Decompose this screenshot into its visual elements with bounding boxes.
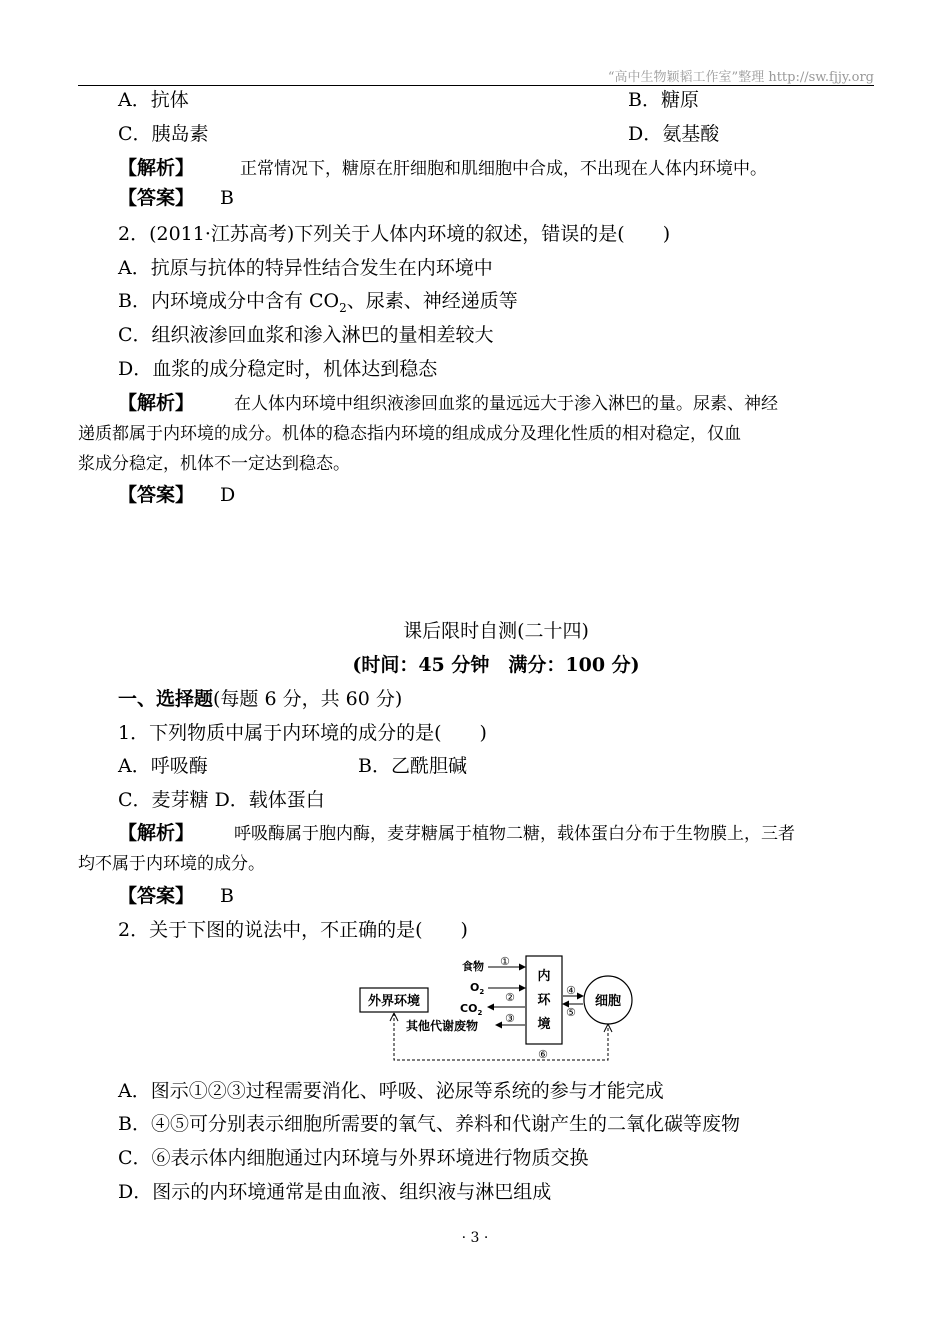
answer-value: D [220, 484, 236, 506]
q2-option-d: D．血浆的成分稳定时，机体达到稳态 [118, 358, 438, 380]
q2-option-b-pre: B．内环境成分中含有 CO [118, 290, 340, 312]
exchange-diagram [350, 950, 650, 1070]
co2-label: $CO_2$ [460, 1002, 483, 1017]
q2-analysis-line3: 浆成分稳定，机体不一定达到稳态。 [78, 454, 350, 474]
answer-label: 【答案】 [118, 885, 195, 907]
answer-label: 【答案】 [118, 484, 195, 506]
header-rule [78, 85, 874, 86]
q2-option-b [118, 288, 518, 321]
q1-option-d: D．氨基酸 [628, 123, 720, 145]
page-header: “高中生物颖韬工作室”整理 http://sw.fjjy.org [607, 70, 874, 85]
q1-option-b: B．糖原 [628, 89, 699, 111]
p2-q2-option-c: C．⑥表示体内细胞通过内环境与外界环境进行物质交换 [118, 1147, 589, 1169]
marker-5: ⑤ [566, 1006, 576, 1019]
analysis-label: 【解析】 [118, 822, 195, 844]
inner-env-char-2: 环 [537, 993, 551, 1008]
answer-value: B [220, 187, 234, 209]
analysis-label: 【解析】 [118, 157, 195, 179]
q2-option-b-sub: 2 [339, 300, 347, 315]
section-heading-label: 一、选择题 [118, 688, 214, 710]
page-number: · 3 · [461, 1230, 489, 1246]
inner-env-char-1: 内 [537, 969, 551, 984]
p2-q1-option-b: B．乙酰胆碱 [358, 755, 467, 777]
q1-option-a: A．抗体 [118, 89, 189, 111]
inner-env-char-3: 境 [537, 1017, 551, 1032]
q2-analysis-line1 [118, 390, 778, 417]
p2-q1-option-a: A．呼吸酶 [118, 755, 208, 777]
section-title: 课后限时自测(二十四) [403, 620, 589, 642]
q2-option-c: C．组织液渗回血浆和渗入淋巴的量相差较大 [118, 324, 494, 346]
section-subtitle: (时间：45 分钟 满分：100 分) [352, 654, 640, 676]
food-label: 食物 [462, 960, 484, 973]
outer-env-label: 外界环境 [367, 994, 421, 1009]
answer-value: B [220, 885, 234, 907]
analysis-label: 【解析】 [118, 392, 195, 414]
q2-option-b-post: 、尿素、神经递质等 [346, 290, 518, 312]
analysis-text: 正常情况下，糖原在肝细胞和肌细胞中合成，不出现在人体内环境中。 [240, 159, 768, 179]
analysis-text: 在人体内环境中组织液渗回血浆的量远远大于渗入淋巴的量。尿素、神经 [234, 394, 779, 414]
p2-q1-analysis-line1 [118, 820, 795, 847]
marker-2: ② [505, 991, 515, 1004]
p2-q1-analysis-line2: 均不属于内环境的成分。 [78, 854, 265, 874]
p2-q2-option-d: D．图示的内环境通常是由血液、组织液与淋巴组成 [118, 1181, 552, 1203]
p2-q1-option-cd: C．麦芽糖 D．载体蛋白 [118, 789, 325, 811]
q1-option-c: C．胰岛素 [118, 123, 209, 145]
q2-stem: 2．(2011·江苏高考)下列关于人体内环境的叙述，错误的是( ) [118, 223, 671, 245]
cell-label: 细胞 [594, 994, 622, 1009]
marker-6: ⑥ [538, 1048, 548, 1061]
p2-q2-option-a: A．图示①②③过程需要消化、呼吸、泌尿等系统的参与才能完成 [118, 1080, 664, 1102]
marker-4: ④ [566, 984, 576, 997]
q2-analysis-line2: 递质都属于内环境的成分。机体的稳态指内环境的组成成分及理化性质的相对稳定，仅血 [78, 424, 741, 444]
q1-analysis [118, 155, 767, 182]
section-heading-note: (每题 6 分，共 60 分) [213, 688, 403, 710]
q1-answer [118, 185, 234, 211]
p2-q1-answer [118, 883, 234, 909]
o2-label: $O_2$ [470, 981, 485, 996]
p2-q2-option-b: B．④⑤可分别表示细胞所需要的氧气、养料和代谢产生的二氧化碳等废物 [118, 1113, 740, 1135]
q2-answer [118, 482, 235, 508]
p2-q1-stem: 1．下列物质中属于内环境的成分的是( ) [118, 722, 487, 744]
answer-label: 【答案】 [118, 187, 195, 209]
analysis-text: 呼吸酶属于胞内酶，麦芽糖属于植物二糖，载体蛋白分布于生物膜上，三者 [234, 824, 796, 844]
marker-3: ③ [505, 1012, 515, 1025]
marker-1: ① [500, 955, 510, 968]
q2-option-a: A．抗原与抗体的特异性结合发生在内环境中 [118, 257, 493, 279]
section-heading [118, 686, 402, 712]
waste-label: 其他代谢废物 [406, 1019, 479, 1033]
p2-q2-stem: 2．关于下图的说法中，不正确的是( ) [118, 919, 468, 941]
